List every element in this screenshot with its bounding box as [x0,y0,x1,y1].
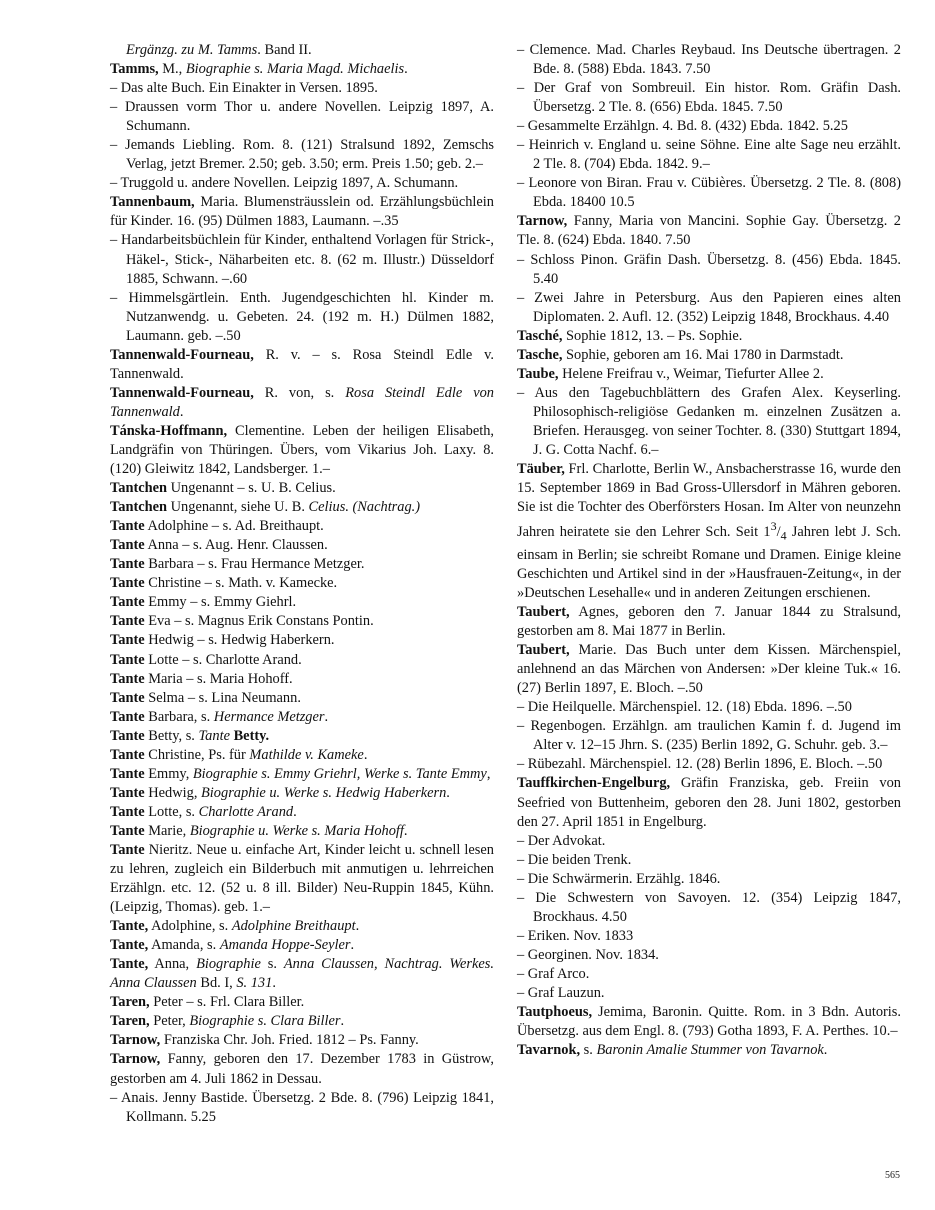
fraction-numerator: 3 [770,519,777,534]
sub-entry [517,832,901,851]
lexicon-entry [110,1012,494,1031]
entry-headword: Täuber, [517,461,565,478]
entry-text: . [350,937,355,954]
entry-text: – Georginen. Nov. 1834. [517,946,659,963]
sub-entry [110,98,494,136]
entry-headword: Taren, [110,1013,150,1030]
sub-entry [517,927,901,946]
entry-text: Clementine. Leben der heiligen Elisabeth, Landgräfin von Thüringen. Übers, vom Vikarius Joh. Laxy. 8. (120) Gleiwitz 1842, Landsberger. 1.– [110,422,494,478]
entry-headword: Tavarnok, [517,1042,581,1059]
sub-entry [517,698,901,717]
entry-text: Sophie, geboren am 16. Mai 1780 in Darmstadt. [562,346,844,363]
lexicon-entry [110,1050,494,1088]
entry-text: Hedwig, [144,784,202,801]
sub-entry [517,984,901,1003]
entry-headword: Tante [110,746,145,763]
entry-text: – Eriken. Nov. 1833 [517,927,634,944]
lexicon-entry [110,593,494,612]
entry-text: Gräfin Franziska, geb. Freiin von Seefried von Buttenheim, geboren den 28. Juni 1802, gestorben den 27. April 1851 in Engelburg. [517,775,901,830]
entry-headword: Taubert, [517,642,570,659]
entry-text: – Anais. Jenny Bastide. Übersetzg. 2 Bde. 8. (796) Leipzig 1841, Kollmann. 5.25 [110,1089,494,1125]
entry-headword: Tante, [110,956,149,973]
entry-text: – Handarbeitsbüchlein für Kinder, enthaltend Vorlagen für Strick-, Häkel-, Stick-, Näharbeiten etc. 8. (62 m. Illustr.) Düsseldorf 1885, Schwann. –.60 [110,232,494,287]
entry-text: Fanny, geboren den 17. Dezember 1783 in Güstrow, gestorben am 4. Juli 1862 in Dessau. [110,1051,494,1087]
lexicon-entry [110,422,494,479]
lexicon-entry [110,41,494,60]
entry-text: Marie, [144,822,190,839]
entry-text: Adolphine, s. [148,918,232,935]
entry-text: Peter, [149,1013,190,1030]
entry-text: – Die Schwestern von Savoyen. 12. (354) Leipzig 1847, Brockhaus. 4.50 [517,889,901,925]
entry-text: Lotte, s. [144,803,199,820]
entry-italic-text: Mathilde v. Kameke [249,746,364,763]
entry-headword: Tarnow, [110,1051,161,1068]
sub-entry [517,755,901,774]
entry-text: Selma – s. Lina Neumann. [144,689,301,706]
entry-text: – Der Graf von Sombreuil. Ein histor. Rom. Gräfin Dash. Übersetzg. 2 Tle. 8. (656) Ebda. 1845. 7.50 [517,80,901,116]
entry-text: Nieritz. Neue u. einfache Art, Kinder leicht u. schnell lesen zu lehren, zugleich ein Bilderbuch mit anmutigen u. lehrreichen Erzählgn. etc. 12. (52 u. 8 ill. Bilder) Neu-Ruppin 1845, Kühn. (Leipzig, Thomas). geb. 1.– [110,841,494,916]
entry-text: – Gesammelte Erzählgn. 4. Bd. 8. (432) Ebda. 1842. 5.25 [517,118,848,135]
sub-entry [517,889,901,927]
entry-italic-text: Biographie u. Werke s. Maria Hohoff [189,822,404,839]
entry-headword: Tannenbaum, [110,194,195,211]
entry-text: Barbara, s. [144,708,214,725]
entry-headword: Tautphoeus, [517,1004,593,1021]
entry-text: – Rübezahl. Märchenspiel. 12. (28) Berlin 1896, E. Bloch. –.50 [517,756,883,773]
entry-text: – Jemands Liebling. Rom. 8. (121) Stralsund 1892, Zemschs Verlag, jetzt Bremer. 2.50; geb. 3.50; erm. Preis 1.50; geb. 2.– [110,137,494,173]
lexicon-entry [110,955,494,993]
lexicon-entry [110,803,494,822]
lexicon-entry [110,612,494,631]
entry-italic-text: Rosa Steindl Edle von Tannenwald [110,384,494,420]
sub-entry [517,717,901,755]
entry-text: Betty, s. [144,727,199,744]
entry-headword: Tamms, [110,61,159,78]
sub-entry [517,851,901,870]
entry-text: R. von, s. [253,384,346,401]
sub-entry [517,946,901,965]
entry-headword: Tannenwald-Fourneau, [110,384,254,401]
sub-entry [110,289,494,346]
sub-entry [517,965,901,984]
entry-text: Marie. Das Buch unter dem Kissen. Märchenspiel, anlehnend an das Märchen von Andersen: »Der kleine Tuk.« 16. (27) Berlin 1897, E. Bloch. –.50 [517,642,901,697]
entry-text: . Band II. [257,42,312,58]
left-column [110,41,494,1127]
entry-headword: Tante [110,651,145,668]
entry-text: . [272,975,276,992]
entry-italic-text: Biographie s. Clara Biller [189,1013,341,1030]
entry-italic-text: Biographie [196,956,261,973]
entry-headword: Tante, [110,937,149,954]
lexicon-entry [517,603,901,641]
lexicon-entry [110,765,494,784]
entry-text: Jahren lebt J. Sch. einsam in Berlin; sie schreibt Romane und Dramen. Einige kleine Geschichten und Artikel sind in der »Hausfrauen-Zeitung«, in der »Deutschen Lesehalle« und in anderen Zeitungen erschienen. [517,523,901,601]
lexicon-entry [110,574,494,593]
entry-headword: Tante [110,518,145,535]
entry-text: s. [580,1042,597,1059]
entry-headword: Tante [110,803,145,820]
lexicon-entry [517,774,901,831]
entry-text: – Leonore von Biran. Frau v. Cübières. Übersetzg. 2 Tle. 8. (808) Ebda. 18400 10.5 [517,175,901,211]
lexicon-entry [110,479,494,498]
entry-italic-text: Biographie s. Emmy Griehrl, Werke s. Tante Emmy [192,765,487,782]
entry-text: / [776,523,781,540]
lexicon-entry [110,746,494,765]
entry-text: Ungenannt – s. U. B. Celius. [167,480,336,497]
entry-headword: Tante [110,784,145,801]
entry-italic-text: Tante [198,727,230,744]
entry-text: Christine, Ps. für [144,746,250,763]
sub-entry [517,117,901,136]
entry-text: – Die Heilquelle. Märchenspiel. 12. (18) Ebda. 1896. –.50 [517,699,852,716]
entry-italic-text: S. 131 [236,975,273,992]
entry-text: . [403,822,408,839]
lexicon-entry [110,784,494,803]
entry-headword: Tante [110,765,145,782]
entry-text: . [324,708,329,725]
entry-headword: Tasché, [517,327,563,344]
entry-italic-text: Anna Claussen, Nachtrag. Werkes. Anna Claussen [110,956,494,992]
entry-text: Frl. Charlotte, Berlin W., Ansbacherstrasse 16, wurde den 15. September 1869 in Bad Gross-Ullersdorf in Mähren geboren. Sie ist die Tochter des Oberförsters Hosan. Im Alter von neunzehn Jahren heiratete sie den Lehrer Sch. Seit 1 [517,461,901,540]
entry-text: Emmy – s. Emmy Giehrl. [144,594,297,611]
entry-italic-text: Hermance Metzger [213,708,325,725]
entry-text: Amanda, s. [148,937,220,954]
entry-headword: Tante [110,708,145,725]
entry-headword: Taube, [517,365,559,382]
entry-italic-text: Biographie s. Maria Magd. Michaelis [185,61,405,78]
lexicon-entry [110,60,494,79]
entry-text: Fanny, Maria von Mancini. Sophie Gay. Übersetzg. 2 Tle. 8. (624) Ebda. 1840. 7.50 [517,213,901,249]
lexicon-entry [110,670,494,689]
lexicon-entry [110,631,494,650]
entry-italic-text: Ergänzg. zu M. Tamms [126,42,258,58]
entry-headword: Tauffkirchen-Engelburg, [517,775,671,792]
lexicon-entry [517,212,901,250]
lexicon-entry [110,651,494,670]
entry-text: Bd. I, [196,975,237,992]
entry-text: . [363,746,368,763]
entry-headword: Tante [110,575,145,592]
entry-text: . [340,1013,345,1030]
page-number: 565 [885,1170,900,1181]
entry-text: – Zwei Jahre in Petersburg. Aus den Papieren eines alten Diplomaten. 2. Aufl. 12. (352) Leipzig 1848, Brockhaus. 4.40 [517,289,901,325]
sub-entry [517,384,901,460]
entry-headword: Tantchen [110,499,168,516]
entry-headword: Tante [110,556,145,573]
entry-text: . [293,803,297,820]
sub-entry [517,251,901,289]
sub-entry [517,41,901,79]
entry-text: . [179,403,184,420]
entry-headword: Tante [110,613,145,630]
lexicon-entry [110,498,494,517]
entry-headword: Taren, [110,994,150,1011]
entry-italic-text: Amanda Hoppe-Seyler [219,937,351,954]
sub-entry [110,79,494,98]
entry-text: – Das alte Buch. Ein Einakter in Versen. 1895. [110,80,378,97]
entry-headword: Tante, [110,918,149,935]
entry-text: – Draussen vorm Thor u. andere Novellen. Leipzig 1897, A. Schumann. [110,99,494,135]
entry-text: . [355,918,360,935]
entry-text: Barbara – s. Frau Hermance Metzger. [144,556,365,573]
entry-text: Anna, [148,956,197,973]
entry-text: Christine – s. Math. v. Kamecke. [144,575,338,592]
sub-entry [110,174,494,193]
lexicon-entry [110,536,494,555]
entry-italic-text: Adolphine Breithaupt [231,918,356,935]
entry-headword: Tante [110,670,145,687]
entry-headword: Tante [110,689,145,706]
entry-text: . [404,61,408,78]
entry-text: Ungenannt, siehe U. B. [167,499,309,516]
lexicon-entry [517,460,901,603]
entry-text: – Aus den Tagebuchblättern des Grafen Alex. Keyserling. Philosophisch-religiöse Gedanken m. einzelnen Zusätzen a. Briefen. Herausgeg. von seiner Tochter. 8. (330) Stuttgart 1894, J. G. Cotta Nachf. 6.– [517,384,901,458]
entry-text: Jemima, Baronin. Quitte. Rom. in 3 Bdn. Autoris. Übersetzg. aus dem Engl. 8. (793) Gotha 1893, F. A. Perthes. 10.– [517,1004,901,1040]
entry-text: Hedwig – s. Hedwig Haberkern. [144,632,335,649]
entry-italic-text: Baronin Amalie Stummer von Tavarnok [596,1042,824,1059]
lexicon-entry [110,727,494,746]
entry-text: s. [260,956,284,973]
entry-text: – Clemence. Mad. Charles Reybaud. Ins Deutsche übertragen. 2 Bde. 8. (588) Ebda. 1843. 7.50 [517,42,901,78]
sub-entry [110,231,494,288]
sub-entry [110,1089,494,1127]
entry-text: Peter – s. Frl. Clara Biller. [149,994,305,1011]
entry-text: – Himmelsgärtlein. Enth. Jugendgeschichten hl. Kinder m. Nutzanwendg. u. Gebeten. 24. (192 m. H.) Dülmen 1882, Laumann. geb. –.50 [110,289,494,344]
entry-text: R. v. – s. Rosa Steindl Edle v. Tannenwald. [110,346,494,382]
entry-italic-text: Biographie u. Werke s. Hedwig Haberkern [201,784,447,801]
entry-text: – Graf Lauzun. [517,984,605,1001]
entry-italic-text: Celius. (Nachtrag.) [308,499,421,516]
entry-headword: Betty. [233,727,270,744]
lexicon-entry [110,1031,494,1050]
entry-text: – Truggold u. andere Novellen. Leipzig 1897, A. Schumann. [110,175,459,192]
entry-text: . [823,1042,828,1059]
lexicon-entry [110,384,494,422]
entry-text: Emmy, [144,765,193,782]
lexicon-entry [110,841,494,917]
right-column [517,41,901,1060]
lexicon-entry [110,555,494,574]
entry-text: Franziska Chr. Joh. Fried. 1812 – Ps. Fanny. [160,1032,419,1049]
lexicon-entry [110,708,494,727]
lexicon-entry [517,346,901,365]
entry-text: – Der Advokat. [517,832,606,849]
lexicon-entry [110,517,494,536]
sub-entry [517,136,901,174]
sub-entry [517,174,901,212]
entry-text: . [446,784,450,801]
lexicon-entry [517,1003,901,1041]
entry-text: Eva – s. Magnus Erik Constans Pontin. [144,613,374,630]
sub-entry [517,79,901,117]
entry-headword: Tasche, [517,346,563,363]
entry-text: Sophie 1812, 13. – Ps. Sophie. [562,327,743,344]
entry-headword: Taubert, [517,604,570,621]
entry-text: Helene Freifrau v., Weimar, Tiefurter Allee 2. [558,365,824,382]
lexicon-entry [517,365,901,384]
lexicon-entry [110,193,494,231]
entry-headword: Tánska-Hoffmann, [110,422,228,439]
entry-headword: Tante [110,727,145,744]
sub-entry [110,136,494,174]
entry-text: Maria. Blumensträusslein od. Erzählungsbüchlein für Kinder. 16. (95) Dülmen 1883, Laumann. –.35 [110,194,494,230]
entry-text: Lotte – s. Charlotte Arand. [144,651,302,668]
entry-text: , [486,765,491,782]
entry-headword: Tante [110,537,145,554]
entry-text: – Graf Arco. [517,965,590,982]
lexicon-entry [110,993,494,1012]
entry-headword: Tante [110,822,145,839]
entry-text: Maria – s. Maria Hohoff. [144,670,293,687]
sub-entry [517,870,901,889]
entry-text: – Die Schwärmerin. Erzählg. 1846. [517,870,721,887]
entry-text: – Schloss Pinon. Gräfin Dash. Übersetzg. 8. (456) Ebda. 1845. 5.40 [517,251,901,287]
lexicon-entry [517,1041,901,1060]
entry-headword: Tante [110,632,145,649]
entry-text: – Die beiden Trenk. [517,851,632,868]
entry-headword: Tannenwald-Fourneau, [110,346,254,363]
lexicon-entry [110,822,494,841]
entry-headword: Tantchen [110,480,168,497]
entry-headword: Tante [110,841,145,858]
entry-text: – Regenbogen. Erzählgn. am traulichen Kamin f. d. Jugend im Alter v. 12–15 Jhrn. S. (235) Berlin 1892, G. Schuhr. geb. 3.– [517,718,901,754]
lexicon-entry [110,917,494,936]
entry-text: – Heinrich v. England u. seine Söhne. Eine alte Sage neu erzählt. 2 Tle. 8. (704) Ebda. 1842. 9.– [517,137,901,173]
entry-text: Agnes, geboren den 7. Januar 1844 zu Stralsund, gestorben am 8. Mai 1877 in Berlin. [517,604,901,640]
lexicon-entry [517,327,901,346]
fraction-denominator: 4 [780,528,787,543]
lexicon-entry [110,936,494,955]
entry-headword: Tante [110,594,145,611]
lexicon-entry [110,689,494,708]
lexicon-entry [517,641,901,698]
sub-entry [517,289,901,327]
lexicon-entry [110,346,494,384]
entry-headword: Tarnow, [110,1032,161,1049]
entry-italic-text: Charlotte Arand [198,803,294,820]
entry-text: Anna – s. Aug. Henr. Claussen. [144,537,328,554]
entry-text: M., [158,61,186,78]
entry-text: Adolphine – s. Ad. Breithaupt. [144,518,324,535]
entry-headword: Tarnow, [517,213,568,230]
